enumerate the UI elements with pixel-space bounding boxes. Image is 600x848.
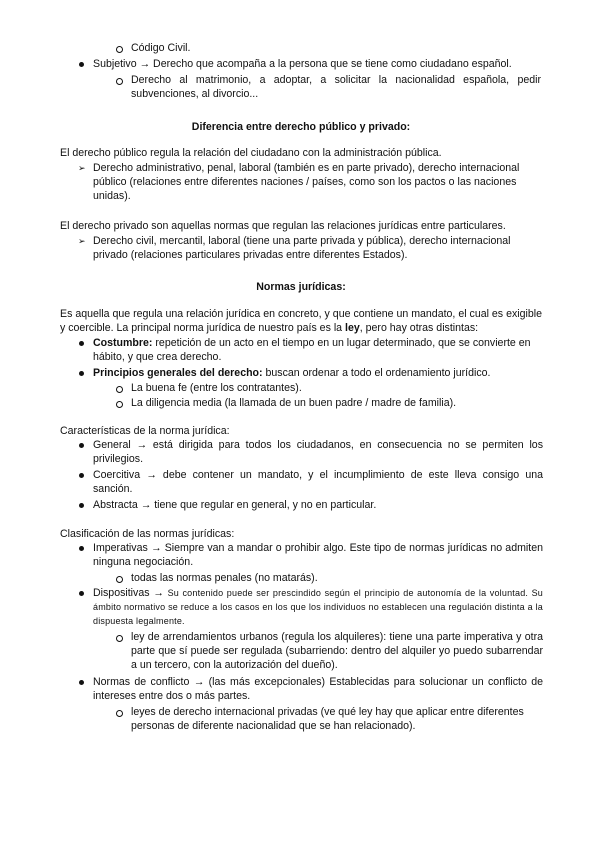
dispositivas-item: Dispositivas → Su contenido puede ser prescindido según el principio de autonomía de la voluntad. Su ámbito normativo se reduce a los casos en los que los individuos no establecen una regulación distinta a la dispuesta legalmente.: [93, 587, 544, 626]
bullet-icon: [79, 473, 84, 478]
hollow-bullet-icon: [116, 78, 123, 85]
publico-intro: El derecho público regula la relación del ciudadano con la administración pública.: [60, 147, 442, 159]
buena-fe-item: La buena fe (entre los contratantes).: [131, 382, 302, 394]
bullet-icon: [79, 591, 84, 596]
dispositivas-sub: ley de arrendamientos urbanos (regula los alquileres): tiene una parte imperativa y otra parte que sí puede ser regulada (subarriendo: dentro del alquiler yo puedo subarrendar a un tercero, con la autorización del dueño).: [131, 631, 543, 671]
conflicto-item: Normas de conflicto → (las más excepcionales) Establecidas para solucionar un conflicto de intereses entre dos o más partes.: [93, 676, 543, 702]
section-heading-normas: Normas jurídicas:: [256, 281, 346, 293]
arrow-bullet-icon: ➢: [78, 236, 86, 246]
caracteristicas-heading: Características de la norma jurídica:: [60, 425, 230, 437]
costumbre-item: Costumbre: repetición de un acto en el tiempo en un lugar determinado, que se convierte en hábito, y que crea derecho.: [93, 337, 531, 363]
bullet-icon: [79, 503, 84, 508]
bullet-icon: [79, 680, 84, 685]
subjetivo-item: Subjetivo → Derecho que acompaña a la persona que se tiene como ciudadano español.: [93, 58, 512, 70]
normas-intro: Es aquella que regula una relación jurídica en concreto, y que contiene un mandato, el cual es exigible y coercible. La principal norma jurídica de nuestro país es la ley, pero hay otras distintas:: [60, 308, 542, 334]
publico-item: Derecho administrativo, penal, laboral (también es en parte privado), derecho internacional público (relaciones entre diferentes naciones / países, como son los pactos o las naciones unidas).: [93, 162, 520, 202]
hollow-bullet-icon: [116, 401, 123, 408]
arrow-bullet-icon: ➢: [78, 163, 86, 173]
clasificacion-heading: Clasificación de las normas jurídicas:: [60, 528, 235, 540]
imperativas-sub: todas las normas penales (no matarás).: [131, 572, 318, 584]
bullet-icon: [79, 62, 84, 67]
privado-item: Derecho civil, mercantil, laboral (tiene una parte privada y pública), derecho internacional privado (relaciones particulares privadas entre diferentes Estados).: [93, 235, 511, 261]
section-heading-publico-privado: Diferencia entre derecho público y privado:: [191, 121, 411, 133]
general-item: General → está dirigida para todos los ciudadanos, en consecuencia no se permiten los privilegios.: [93, 439, 543, 465]
principios-item: Principios generales del derecho: buscan ordenar a todo el ordenamiento jurídico.: [93, 367, 491, 379]
hollow-bullet-icon: [116, 710, 123, 717]
bullet-icon: [79, 546, 84, 551]
abstracta-item: Abstracta → tiene que regular en general, y no en particular.: [93, 499, 377, 511]
bullet-icon: [79, 443, 84, 448]
diligencia-item: La diligencia media (la llamada de un buen padre / madre de familia).: [131, 397, 457, 409]
hollow-bullet-icon: [116, 635, 123, 642]
bullet-icon: [79, 341, 84, 346]
imperativas-item: Imperativas → Siempre van a mandar o prohibir algo. Este tipo de normas jurídicas no admiten ninguna negociación.: [93, 542, 543, 568]
privado-intro: El derecho privado son aquellas normas que regulan las relaciones jurídicas entre particulares.: [60, 220, 506, 232]
hollow-bullet-icon: [116, 46, 123, 53]
subjetivo-detail: Derecho al matrimonio, a adoptar, a solicitar la nacionalidad española, pedir subvenciones, al divorcio...: [131, 74, 541, 100]
bullet-icon: [79, 371, 84, 376]
hollow-bullet-icon: [116, 576, 123, 583]
coercitiva-item: Coercitiva → debe contener un mandato, y el incumplimiento de este lleva consigo una sanción.: [93, 469, 543, 495]
codigo-civil-item: Código Civil.: [131, 42, 191, 54]
conflicto-sub: leyes de derecho internacional privadas (ve qué ley hay que aplicar entre diferentes personas de diferente nacionalidad que se han relacionado).: [131, 706, 524, 732]
hollow-bullet-icon: [116, 386, 123, 393]
